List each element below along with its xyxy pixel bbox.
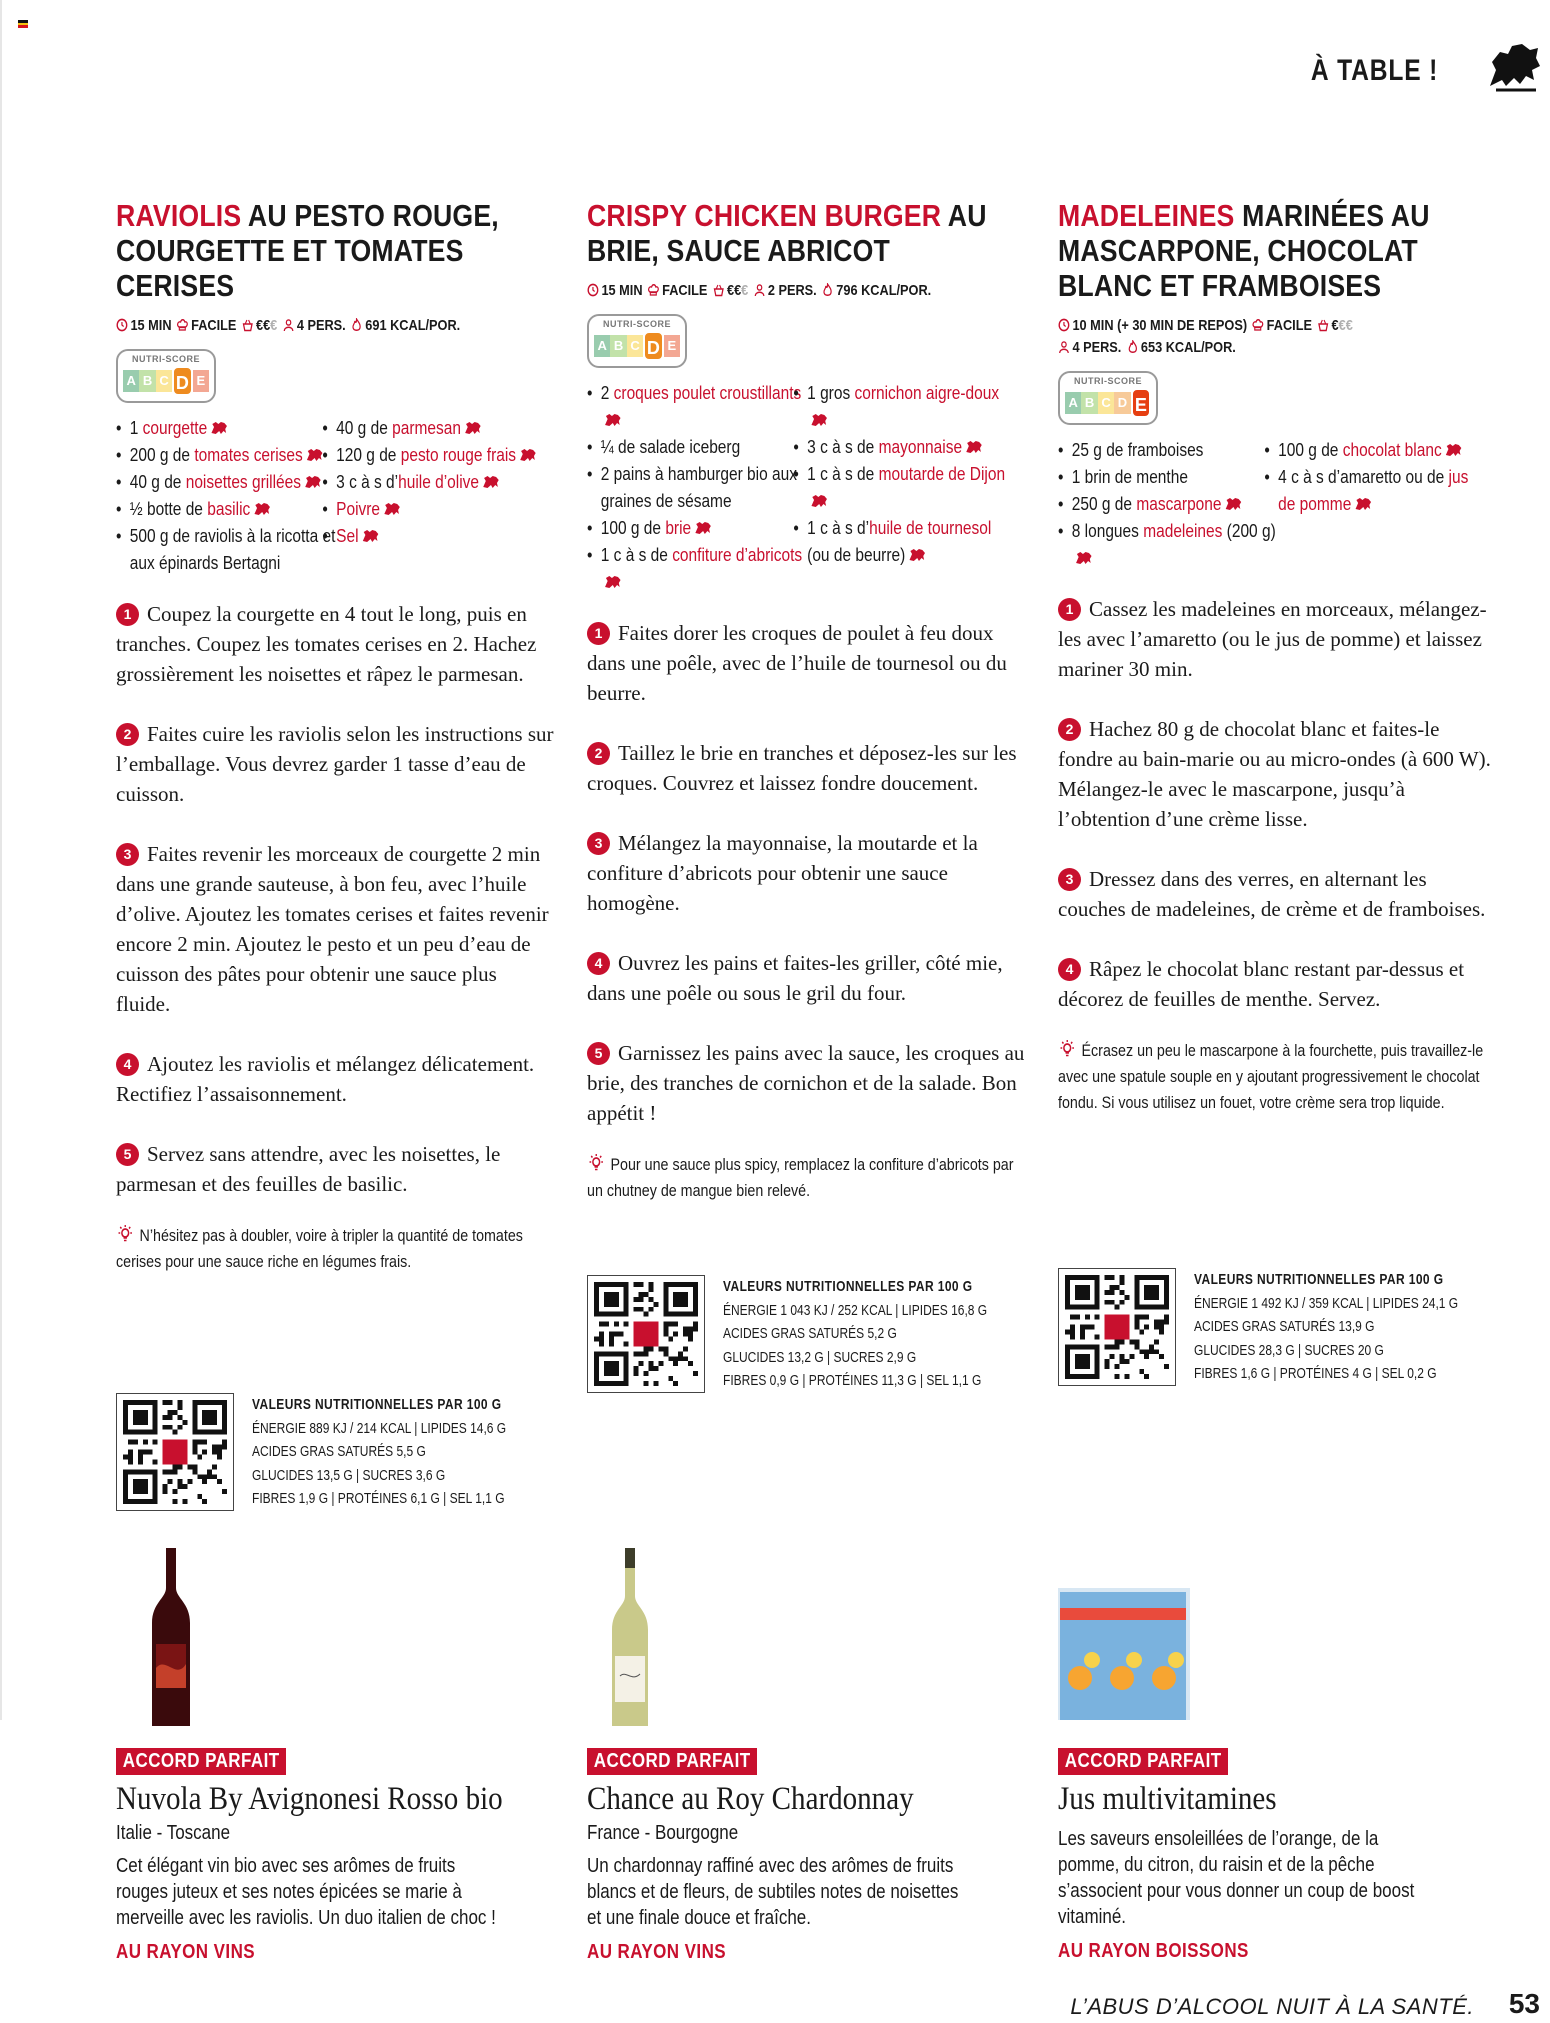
prep-time: 10 MIN (+ 30 MIN DE REPOS) (1072, 317, 1248, 334)
ingredient-item (322, 469, 546, 496)
lion-logo-icon (1486, 40, 1542, 94)
recipe-step (116, 839, 556, 1019)
nutri-score-label: NUTRI-SCORE (132, 354, 200, 364)
text: Dressez dans des verres, en alternant les couches de madeleines, de crème et de framboises. (1058, 867, 1486, 921)
text: 40 g de (129, 472, 186, 492)
lion-logo-icon (1075, 551, 1092, 565)
nutri-score-band: B (1081, 392, 1097, 414)
text: AU BRIE, SAUCE ABRICOT (587, 198, 987, 268)
text: chocolat blanc (1342, 440, 1442, 460)
nutri-score-band: C (156, 370, 172, 392)
nutri-score (116, 349, 216, 403)
flame-icon (351, 318, 363, 332)
text: basilic (207, 499, 251, 519)
text: 2 (600, 383, 614, 403)
text: RAVIOLIS (116, 198, 242, 233)
text: mayonnaise (878, 437, 963, 457)
pairing-badge: ACCORD PARFAIT (587, 1748, 757, 1775)
text: 250 g de (1071, 494, 1137, 514)
pairing-description: Cet élégant vin bio avec ses arômes de fruits rouges juteux et ses notes épicées se marie à merveille avec les raviolis. Un duo italien de choc ! (116, 1855, 496, 1929)
lion-logo-icon (254, 502, 271, 516)
text: 120 g de (336, 445, 401, 465)
nutrition-row: ACIDES GRAS SATURÉS 5,2 G (723, 1325, 897, 1342)
text: MARINÉES AU MASCARPONE, CHOCOLAT BLANC ET FRAMBOISES (1058, 198, 1430, 303)
person-icon (1058, 340, 1070, 354)
text: € (741, 282, 749, 299)
pairing-origin: Italie - Toscane (116, 1822, 231, 1844)
recipe-column (116, 198, 556, 1275)
nutrition-row: ÉNERGIE 1 492 KJ / 359 KCAL | LIPIDES 24,1 G (1194, 1294, 1459, 1312)
text: moutarde de Dijon (878, 464, 1006, 484)
ingredients-right (1264, 437, 1488, 572)
page-header-title: À TABLE ! (1310, 54, 1438, 87)
step-number: 2 (587, 742, 610, 765)
recipe-title (587, 198, 1017, 268)
text: Sel (336, 526, 359, 546)
text: N’hésitez pas à doubler, voire à tripler la quantité de tomates cerises pour une sauce riche en légumes frais. (116, 1226, 523, 1271)
lion-logo-icon (211, 421, 228, 435)
step-number: 5 (116, 1143, 139, 1166)
difficulty: FACILE (191, 317, 237, 334)
ingredient-item (587, 515, 811, 542)
clock-icon (587, 283, 599, 297)
nutri-score-band: E (193, 370, 209, 392)
text: MADELEINES (1058, 198, 1235, 233)
difficulty: FACILE (662, 282, 708, 299)
recipe-step (1058, 594, 1498, 684)
nutri-score-band: D (172, 366, 192, 396)
nutri-score-band: E (664, 335, 680, 357)
ingredients-right (322, 415, 546, 577)
recipe-step (1058, 864, 1498, 924)
ingredient-item (1058, 491, 1282, 518)
pairing-origin: France - Bourgogne (587, 1822, 739, 1844)
clock-icon (1058, 318, 1070, 332)
recipe-step (116, 1049, 556, 1109)
nutrition-row: GLUCIDES 28,3 G | SUCRES 20 G (1194, 1341, 1384, 1359)
ingredient-item (1264, 437, 1488, 464)
step-number: 1 (1058, 598, 1081, 621)
recipe-step (587, 1038, 1027, 1128)
recipe-step (587, 738, 1027, 798)
difficulty: FACILE (1266, 317, 1312, 334)
text: Ouvrez les pains et faites-les griller, côté mie, dans une poêle ou sous le gril du four. (587, 951, 1003, 1005)
text: 1 c à s de (600, 545, 673, 565)
text: 1 gros (807, 383, 855, 403)
pairing-aisle: AU RAYON VINS (116, 1941, 256, 1963)
text: Faites dorer les croques de poulet à feu doux dans une poêle, avec de l’huile de tournesol ou du beurre. (587, 621, 1007, 705)
nutri-score-label: NUTRI-SCORE (603, 319, 671, 329)
ingredient-item (587, 380, 811, 434)
nutrition-title: VALEURS NUTRITIONNELLES PAR 100 G (723, 1278, 973, 1295)
ingredients (1058, 437, 1488, 572)
text: Coupez la courgette en 4 tout le long, puis en tranches. Coupez les tomates cerises en 2. Hachez grossièrement les noisettes et râpez le parmesan. (116, 602, 537, 686)
step-number: 4 (116, 1053, 139, 1076)
qr-code[interactable] (587, 1275, 705, 1393)
nutrition-row: ACIDES GRAS SATURÉS 13,9 G (1194, 1318, 1375, 1335)
nutri-score-band: A (594, 335, 610, 357)
product-image (120, 1548, 270, 1728)
recipe-tip (1058, 1038, 1495, 1116)
text: 25 g de framboises (1071, 440, 1204, 460)
ingredient-item (793, 515, 1017, 569)
ingredients (116, 415, 546, 577)
qr-code-icon (1065, 1275, 1169, 1379)
lion-logo-icon (811, 413, 828, 427)
text: ½ botte de (129, 499, 208, 519)
calories: 691 KCAL/POR. (365, 317, 461, 334)
chef-hat-icon (648, 283, 660, 297)
recipe-tip (587, 1152, 1024, 1204)
ingredients (587, 380, 1017, 596)
nutrition-values (1058, 1268, 1550, 1386)
price-level: €€ (255, 317, 271, 334)
recipe-step (116, 1139, 556, 1199)
text: 1 c à s d’ (807, 518, 870, 538)
nutrition-values (587, 1275, 1103, 1393)
text: 40 g de (336, 418, 393, 438)
text: huile d’olive (398, 472, 480, 492)
ingredient-item (793, 434, 1017, 461)
text: CRISPY CHICKEN BURGER (587, 198, 942, 233)
text: Pour une sauce plus spicy, remplacez la confiture d’abricots par un chutney de mangue bien relevé. (587, 1155, 1014, 1200)
text: pesto rouge frais (400, 445, 517, 465)
pairing-badge: ACCORD PARFAIT (116, 1748, 286, 1775)
lion-logo-icon (909, 548, 926, 562)
nutrition-row: GLUCIDES 13,2 G | SUCRES 2,9 G (723, 1348, 917, 1366)
ingredient-item (322, 496, 546, 523)
ingredient-item (116, 523, 340, 577)
lion-logo-icon (604, 413, 621, 427)
servings: 4 PERS. (296, 317, 346, 334)
nutri-score-band: A (123, 370, 139, 392)
recipe-step (587, 948, 1027, 1008)
recipe-meta (1058, 315, 1483, 359)
wine-pairing (116, 1748, 586, 1964)
chef-hat-icon (1252, 318, 1264, 332)
text: € (270, 317, 278, 334)
nutrition-values (116, 1393, 632, 1511)
text: 100 g de (1278, 440, 1343, 460)
text: 100 g de (600, 518, 666, 538)
text: 1 brin de menthe (1071, 467, 1188, 487)
text: tomates cerises (194, 445, 303, 465)
product-image (580, 1548, 730, 1728)
ingredient-item (1058, 437, 1282, 464)
lion-logo-icon (383, 502, 400, 516)
ingredient-item (1058, 464, 1282, 491)
text: noisettes grillées (185, 472, 302, 492)
text: Garnissez les pains avec la sauce, les croques au brie, des tranches de cornichon et de la salade. Bon appétit ! (587, 1041, 1025, 1125)
nutrition-row: ACIDES GRAS SATURÉS 5,5 G (252, 1443, 426, 1460)
text: 1 (129, 418, 143, 438)
step-number: 3 (1058, 868, 1081, 891)
text: confiture d’abricots (672, 545, 803, 565)
nutrition-row: ÉNERGIE 1 043 KJ / 252 KCAL | LIPIDES 16,8 G (723, 1301, 988, 1319)
text: AU PESTO ROUGE, COURGETTE ET TOMATES CERISES (116, 198, 499, 303)
lion-logo-icon (482, 475, 499, 489)
text: parmesan (392, 418, 461, 438)
flame-icon (822, 283, 834, 297)
recipe-title (116, 198, 546, 303)
recipe-meta (587, 280, 1012, 302)
ingredient-item (322, 415, 546, 442)
recipe-title (1058, 198, 1488, 303)
nutrition-title: VALEURS NUTRITIONNELLES PAR 100 G (1194, 1271, 1444, 1288)
ingredients-left (587, 380, 811, 596)
basket-icon (242, 318, 254, 332)
text: 4 c à s d’amaretto ou de (1278, 467, 1449, 487)
ingredient-item (322, 442, 546, 469)
text: 500 g de raviolis à la ricotta et aux épinards Bertagni (129, 526, 336, 573)
recipe-step (587, 828, 1027, 918)
text: €€ (1338, 317, 1353, 334)
text: (ou de beurre) (807, 545, 906, 565)
page-edge (0, 0, 2, 1720)
ingredient-item (587, 434, 811, 461)
prep-time: 15 MIN (601, 282, 643, 299)
pairing-aisle: AU RAYON BOISSONS (1058, 1940, 1249, 1962)
text: (200 g) (1222, 521, 1276, 541)
text: ¼ de salade iceberg (600, 437, 741, 457)
recipe-step (587, 618, 1027, 708)
text: Ajoutez les raviolis et mélangez délicatement. Rectifiez l’assaisonnement. (116, 1052, 535, 1106)
price-level: € (1331, 317, 1339, 334)
lion-logo-icon (1445, 443, 1462, 457)
ingredient-item (116, 415, 340, 442)
text: Poivre (336, 499, 381, 519)
nutri-score-band: D (643, 331, 663, 361)
nutri-score-band: D (1114, 392, 1130, 414)
lion-logo-icon (304, 475, 321, 489)
pairing-name: Nuvola By Avignonesi Rosso bio (116, 1781, 503, 1817)
ingredients-left (1058, 437, 1282, 572)
text: Faites revenir les morceaux de courgette 2 min dans une grande sauteuse, à bon feu, avec l’huile d’olive. Ajoutez les tomates cerises et faites revenir encore 2 min. Ajoutez le pesto et un peu d’eau de cuisson des pâtes pour obtenir une sauce plus fluide. (116, 842, 549, 1016)
pairing-description: Les saveurs ensoleillées de l’orange, de la pomme, du citron, du raisin et de la pêche s’associent pour vous donner un coup de boost vitaminé. (1058, 1828, 1415, 1928)
ingredient-item (116, 496, 340, 523)
chef-hat-icon (177, 318, 189, 332)
lion-logo-icon (464, 421, 481, 435)
text: Taillez le brie en tranches et déposez-les sur les croques. Couvrez et laissez fondre doucement. (587, 741, 1017, 795)
ingredients-left (116, 415, 340, 577)
text: croques poulet croustillants (613, 383, 802, 403)
recipe-step (116, 719, 556, 809)
lion-logo-icon (519, 448, 536, 462)
calories: 796 KCAL/POR. (836, 282, 932, 299)
recipe-step (116, 599, 556, 689)
text: brie (665, 518, 692, 538)
lion-logo-icon (1225, 497, 1242, 511)
bulb-icon (587, 1153, 605, 1173)
step-number: 3 (587, 832, 610, 855)
ingredient-item (587, 542, 811, 596)
pairing-aisle: AU RAYON VINS (587, 1941, 727, 1963)
nutrition-row: ÉNERGIE 889 KJ / 214 KCAL | LIPIDES 14,6 G (252, 1419, 507, 1437)
clock-icon (116, 318, 128, 332)
pairing-name: Jus multivitamines (1058, 1781, 1277, 1817)
nutri-score-label: NUTRI-SCORE (1074, 376, 1142, 386)
bulb-icon (1058, 1039, 1076, 1059)
step-number: 2 (116, 723, 139, 746)
alcohol-warning: L’ABUS D’ALCOOL NUIT À LA SANTÉ. (1070, 1994, 1474, 2019)
nutri-score-band: B (139, 370, 155, 392)
text: 8 longues (1071, 521, 1144, 541)
pairing-name: Chance au Roy Chardonnay (587, 1781, 914, 1817)
nutri-score-band: E (1131, 388, 1151, 418)
text: huile de tournesol (869, 518, 992, 538)
ingredient-item (793, 461, 1017, 515)
qr-code-icon (594, 1282, 698, 1386)
bulb-icon (116, 1224, 134, 1244)
ingredient-item (587, 461, 811, 515)
recipe-steps (587, 618, 1027, 1128)
nutri-score (1058, 371, 1158, 425)
text: Faites cuire les raviolis selon les instructions sur l’emballage. Vous devrez garder 1 tasse d’eau de cuisson. (116, 722, 554, 806)
text: 2 pains à hamburger bio aux graines de sésame (600, 464, 797, 511)
text: 3 c à s de (807, 437, 879, 457)
step-number: 1 (116, 603, 139, 626)
text: 200 g de (129, 445, 195, 465)
nutrition-title: VALEURS NUTRITIONNELLES PAR 100 G (252, 1396, 502, 1413)
step-number: 4 (587, 952, 610, 975)
recipe-steps (1058, 594, 1498, 1014)
person-icon (753, 283, 765, 297)
ingredient-item (793, 380, 1017, 434)
ingredient-item (322, 523, 546, 550)
servings: 4 PERS. (1072, 339, 1122, 356)
text: Écrasez un peu le mascarpone à la fourchette, puis travaillez-le avec une spatule souple en y ajoutant progressivement le chocolat fondu. Si vous utilisez un fouet, votre crème sera trop liquide. (1058, 1041, 1484, 1112)
nutrition-row: FIBRES 1,9 G | PROTÉINES 6,1 G | SEL 1,1 G (252, 1490, 505, 1507)
text: 1 c à s de (807, 464, 879, 484)
lion-logo-icon (362, 529, 379, 543)
recipe-steps (116, 599, 556, 1199)
nutrition-row: GLUCIDES 13,5 G | SUCRES 3,6 G (252, 1466, 446, 1484)
text: 3 c à s d’ (336, 472, 399, 492)
text: Hachez 80 g de chocolat blanc et faites-le fondre au bain-marie ou au micro-ondes (à 600 W). Mélangez-le avec le mascarpone, jusqu’à l’obtention d’une crème lisse. (1058, 717, 1491, 831)
lion-logo-icon (695, 521, 712, 535)
step-number: 4 (1058, 958, 1081, 981)
pairing-description: Un chardonnay raffiné avec des arômes de fruits blancs et de fleurs, de subtiles notes de noisettes et une finale douce et fraîche. (587, 1855, 959, 1929)
nutrition-row: FIBRES 1,6 G | PROTÉINES 4 G | SEL 0,2 G (1194, 1365, 1437, 1382)
nutri-score (587, 314, 687, 368)
text: Mélangez la mayonnaise, la moutarde et la confiture d’abricots pour obtenir une sauce homogène. (587, 831, 978, 915)
recipe-column (587, 198, 1027, 1204)
text: cornichon aigre-doux (854, 383, 1000, 403)
text: courgette (142, 418, 208, 438)
ingredient-item (116, 442, 340, 469)
step-number: 1 (587, 622, 610, 645)
ingredient-item (1058, 518, 1282, 572)
step-number: 2 (1058, 718, 1081, 741)
step-number: 3 (116, 843, 139, 866)
calories: 653 KCAL/POR. (1140, 339, 1236, 356)
price-level: €€ (726, 282, 742, 299)
ingredients-right (793, 380, 1017, 596)
qr-code[interactable] (1058, 1268, 1176, 1386)
recipe-step (1058, 714, 1498, 834)
ingredient-item (116, 469, 340, 496)
step-number: 5 (587, 1042, 610, 1065)
pairing-badge: ACCORD PARFAIT (1058, 1748, 1228, 1775)
page-number: 53 (1508, 1988, 1540, 2019)
text: Râpez le chocolat blanc restant par-dessus et décorez de feuilles de menthe. Servez. (1058, 957, 1465, 1011)
qr-code-icon (123, 1400, 227, 1504)
recipe-meta (116, 315, 541, 337)
flag-icon (18, 20, 28, 28)
text: Cassez les madeleines en morceaux, mélangez-les avec l’amaretto (ou le jus de pomme) et laissez mariner 30 min. (1058, 597, 1487, 681)
lion-logo-icon (604, 575, 621, 589)
nutrition-row: FIBRES 0,9 G | PROTÉINES 11,3 G | SEL 1,1 G (723, 1372, 982, 1389)
lion-logo-icon (966, 440, 983, 454)
nutri-score-band: C (627, 335, 643, 357)
wine-pairing (587, 1748, 1057, 1964)
person-icon (282, 318, 294, 332)
qr-code[interactable] (116, 1393, 234, 1511)
basket-icon (1317, 318, 1329, 332)
lion-logo-icon (1355, 497, 1372, 511)
servings: 2 PERS. (767, 282, 817, 299)
nutri-score-band: A (1065, 392, 1081, 414)
nutri-score-band: B (610, 335, 626, 357)
prep-time: 15 MIN (130, 317, 172, 334)
recipe-column (1058, 198, 1498, 1116)
basket-icon (713, 283, 725, 297)
text: jus de pomme (1278, 467, 1469, 514)
nutri-score-band: C (1098, 392, 1114, 414)
ingredient-item (1264, 464, 1488, 518)
recipe-tip (116, 1223, 553, 1275)
text: madeleines (1143, 521, 1223, 541)
text: Servez sans attendre, avec les noisettes, le parmesan et des feuilles de basilic. (116, 1142, 501, 1196)
lion-logo-icon (306, 448, 323, 462)
recipe-step (1058, 954, 1498, 1014)
flame-icon (1126, 340, 1138, 354)
lion-logo-icon (811, 494, 828, 508)
product-image (1050, 1548, 1200, 1728)
text: mascarpone (1136, 494, 1222, 514)
wine-pairing (1058, 1748, 1528, 1963)
